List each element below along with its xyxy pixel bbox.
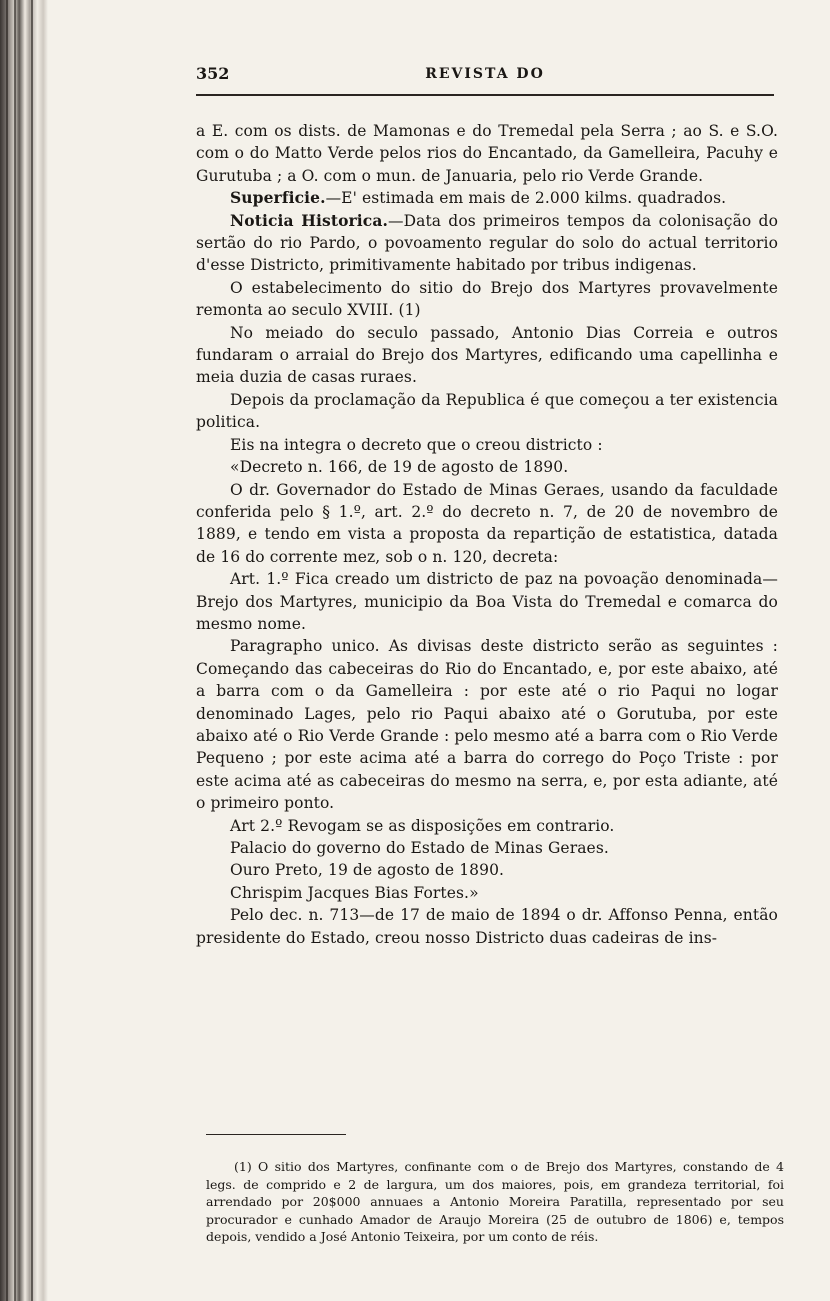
page-number: 352 [196,64,230,83]
main-text [196,120,778,949]
paragraph [196,210,778,277]
running-head: REVISTA DO [425,66,545,82]
binding-streak [14,0,16,1301]
paragraph: Eis na integra o decreto que o creou districto : [230,435,603,454]
paragraph: No meiado do seculo passado, Antonio Dias Correia e outros fundaram o arraial do Brejo dos Martyres, edificando uma capellinha e meia duzia de casas ruraes. [196,323,778,387]
paragraph: Ouro Preto, 19 de agosto de 1890. [230,861,505,880]
footnote [206,1158,784,1246]
paragraph: Art 2.º Revogam se as disposições em contrario. [230,816,615,835]
footnote-text: (1) O sitio dos Martyres, confinante com o de Brejo dos Martyres, constando de 4 legs. de comprido e 2 de largura, um dos maiores, pois, em grandeza territorial, foi arrendado por 20$000 annuaes a Antonio Moreira Paratilla, representado por seu procurador e cunhado Amador de Araujo Moreira (25 de outubro de 1806) e, tempos depois, vendido a José Antonio Teixeira, por um conto de réis. [206,1159,784,1245]
binding-streak [31,0,33,1301]
footnote-rule [206,1134,346,1135]
section-heading: Superficie. [230,188,326,208]
paragraph-text: —E' estimada em mais de 2.000 kilms. quadrados. [325,189,727,208]
paragraph: a E. com os dists. de Mamonas e do Tremedal pela Serra ; ao S. e S.O. com o do Matto Verde pelos rios do Encantado, da Gamelleira, Pacuhy e Gurutuba ; a O. com o mun. de Januaria, pelo rio Verde Grande. [196,122,778,185]
paragraph [196,187,778,209]
paragraph: O estabelecimento do sitio do Brejo dos Martyres provavelmente remonta ao seculo XVIII. (1) [196,278,778,320]
paragraph: Art. 1.º Fica creado um districto de paz na povoação denominada—Brejo dos Martyres, municipio da Boa Vista do Tremedal e comarca do mesmo nome. [196,570,778,633]
paragraph: O dr. Governador do Estado de Minas Geraes, usando da faculdade conferida pelo § 1.º, art. 2.º do decreto n. 7, de 20 de novembro de 1889, e tendo em vista a proposta da repartição de estatistica, datada de 16 do corrente mez, sob o n. 120, decreta: [196,480,778,566]
paragraph: «Decreto n. 166, de 19 de agosto de 1890. [230,458,569,477]
paragraph-text: —Data dos primeiros tempos da colonisação do sertão do rio Pardo, o povoamento regular do solo do actual territorio d'esse Districto, primitivamente habitado por tribus indigenas. [196,211,778,275]
paragraph: Chrispim Jacques Bias Fortes.» [230,883,479,902]
book-binding-edge [0,0,48,1301]
paragraph: Depois da proclamação da Republica é que começou a ter existencia politica. [196,390,778,432]
paragraph: Palacio do governo do Estado de Minas Geraes. [230,839,609,857]
binding-streak [6,0,8,1301]
paragraph: Pelo dec. n. 713—de 17 de maio de 1894 o dr. Affonso Penna, então presidente do Estado, creou nosso Districto duas cadeiras de ins- [196,906,778,947]
page-header [196,64,774,90]
paragraph: Paragrapho unico. As divisas deste districto serão as seguintes : Começando das cabeceiras do Rio do Encantado, e, por este abaixo, até a barra com o da Gamelleira : por este até o rio Paqui no logar denominado Lages, pelo rio Paqui abaixo até o Gorutuba, por este abaixo até o Rio Verde Grande : pelo mesmo até a barra com o Rio Verde Pequeno ; por este acima até a barra do corrego do Poço Triste : por este acima até as cabeceiras do mesmo na serra, e, por esta adiante, até o primeiro ponto. [196,637,778,813]
section-heading: Noticia Historica. [230,210,388,230]
header-rule [196,94,774,96]
